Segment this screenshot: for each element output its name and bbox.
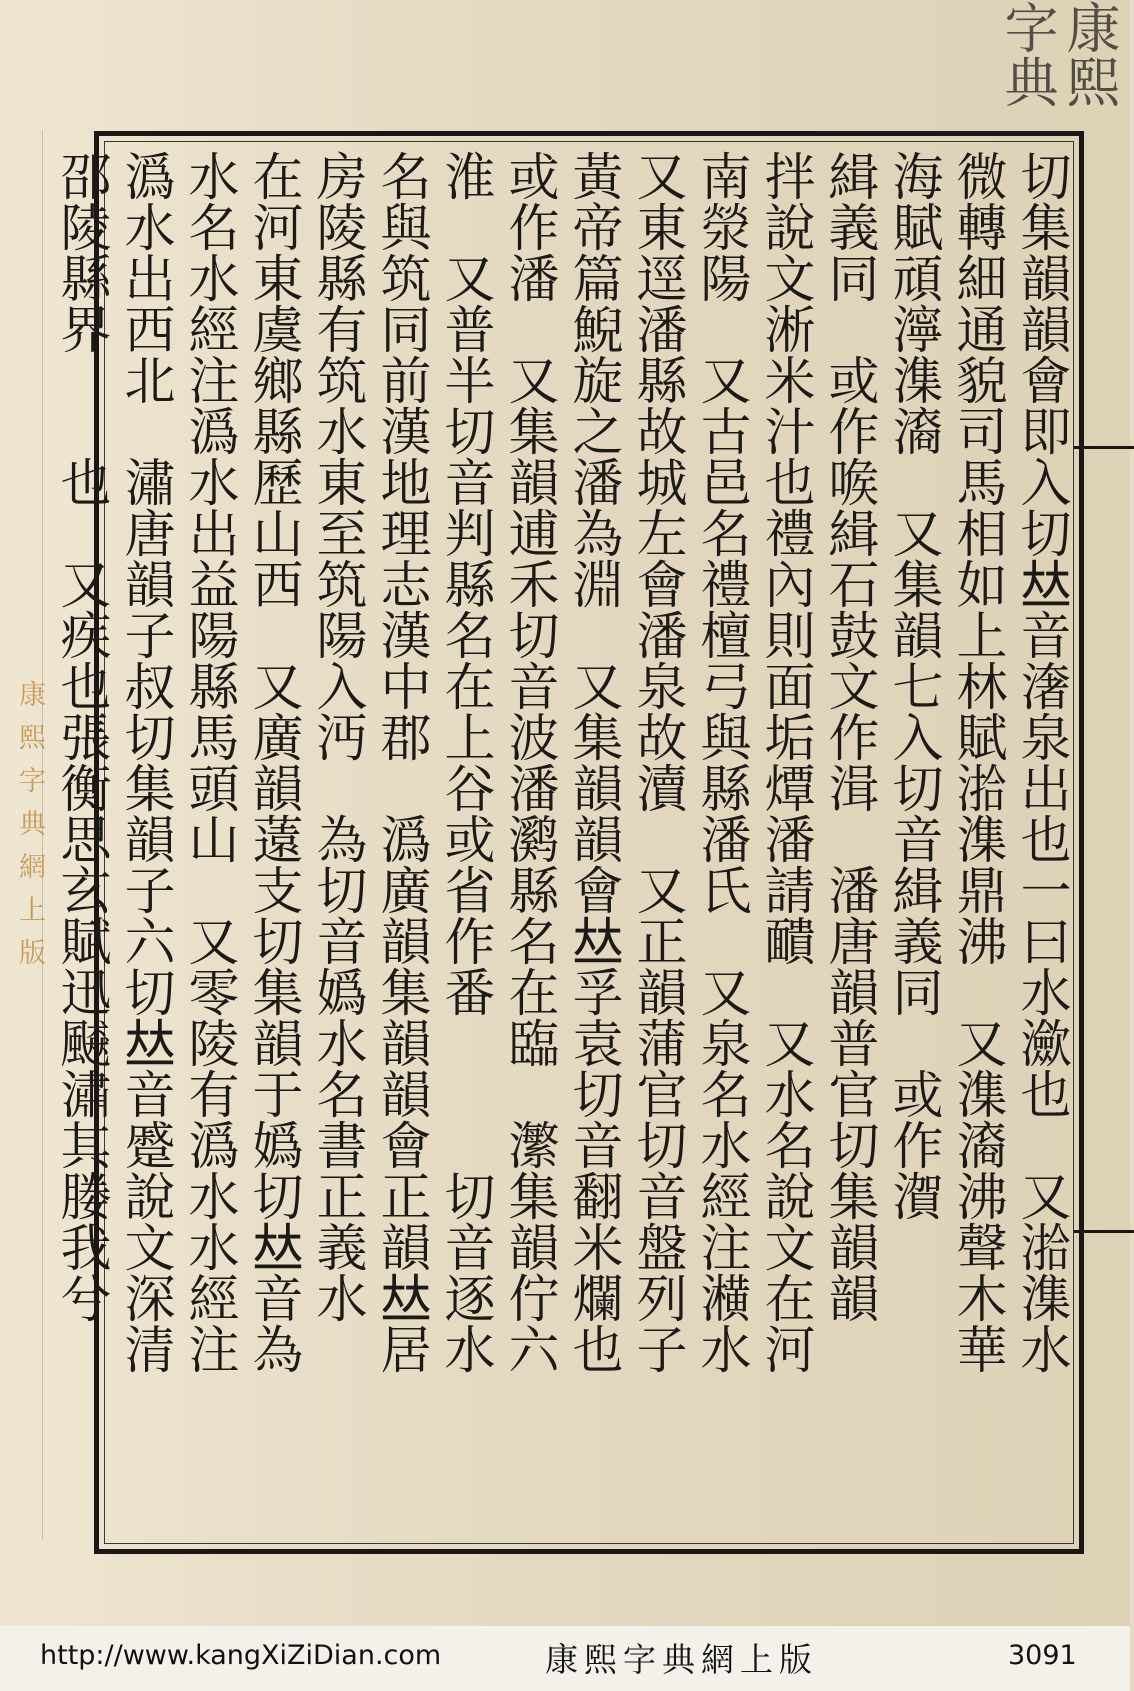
text-column: 黃帝篇鯢旋之潘為淵 又集韻韻會𠀤孚袁切音翻米爛也 xyxy=(563,150,622,1374)
text-column: 淮 又普半切音判縣名在上谷或省作番 切音逐水 xyxy=(435,150,494,1374)
side-title: 康熙字典網上版 xyxy=(14,680,45,981)
text-columns xyxy=(51,150,1072,1540)
text-column: 南滎陽 又古邑名禮檀弓與縣潘氏 又泉名水經注㶇水 xyxy=(691,150,750,1374)
frame-tab-rule-lower xyxy=(1074,1230,1134,1233)
frame-tab-rule xyxy=(1074,446,1134,449)
text-column: 拌說文淅米汁也禮內則面垢燂潘請靧 又水名說文在河 xyxy=(755,150,814,1374)
text-column: 房陵縣有筑水東至筑陽入沔 為切音嬀水名書正義水 xyxy=(307,150,366,1323)
footer-url-link[interactable]: http://www.kangXiZiDian.com xyxy=(40,1640,442,1671)
text-column: 海賦頑濘潗㵝 又集韻七入切音緝義同 或作㵑 xyxy=(883,150,942,1221)
text-column: 切集韻韻會即入切𠀤音㵔泉出也一曰水㶑也 又湁潗水 xyxy=(1011,150,1070,1374)
page-number: 3091 xyxy=(1008,1640,1077,1671)
text-column: 或作潘 又集韻逋禾切音波潘㶉縣名在臨 瀿集韻佇六 xyxy=(499,150,558,1374)
text-column: 又東逕潘縣故城左會潘泉故瀆 又正韻蒲官切音盤列子 xyxy=(627,150,686,1374)
text-column: 潙水出西北 潚唐韻子叔切集韻子六切𠀤音蹙說文深清 xyxy=(115,150,174,1374)
text-column: 微轉細通貌司馬相如上林賦湁潗鼎沸 又潗㵝沸聲木華 xyxy=(947,150,1006,1374)
text-column: 在河東虞鄉縣歷山西 又廣韻薳支切集韻于嬀切𠀤音為 xyxy=(243,150,302,1374)
text-column: 邵陵縣界 也 又疾也張衡思玄賦迅飇潚其媵我兮 xyxy=(51,150,110,1323)
footer-title: 康熙字典網上版 xyxy=(545,1640,818,1679)
text-column: 名與筑同前漢地理志漢中郡 潙廣韻集韻韻會正韻𠀤居 xyxy=(371,150,430,1374)
text-column: 緝義同 或作㗋緝石鼓文作湒 潘唐韻普官切集韻韻 xyxy=(819,150,878,1323)
running-head: 康熙字典 xyxy=(996,0,1121,108)
text-column: 水名水經注潙水出益陽縣馬頭山 又零陵有潙水水經注 xyxy=(179,150,238,1374)
